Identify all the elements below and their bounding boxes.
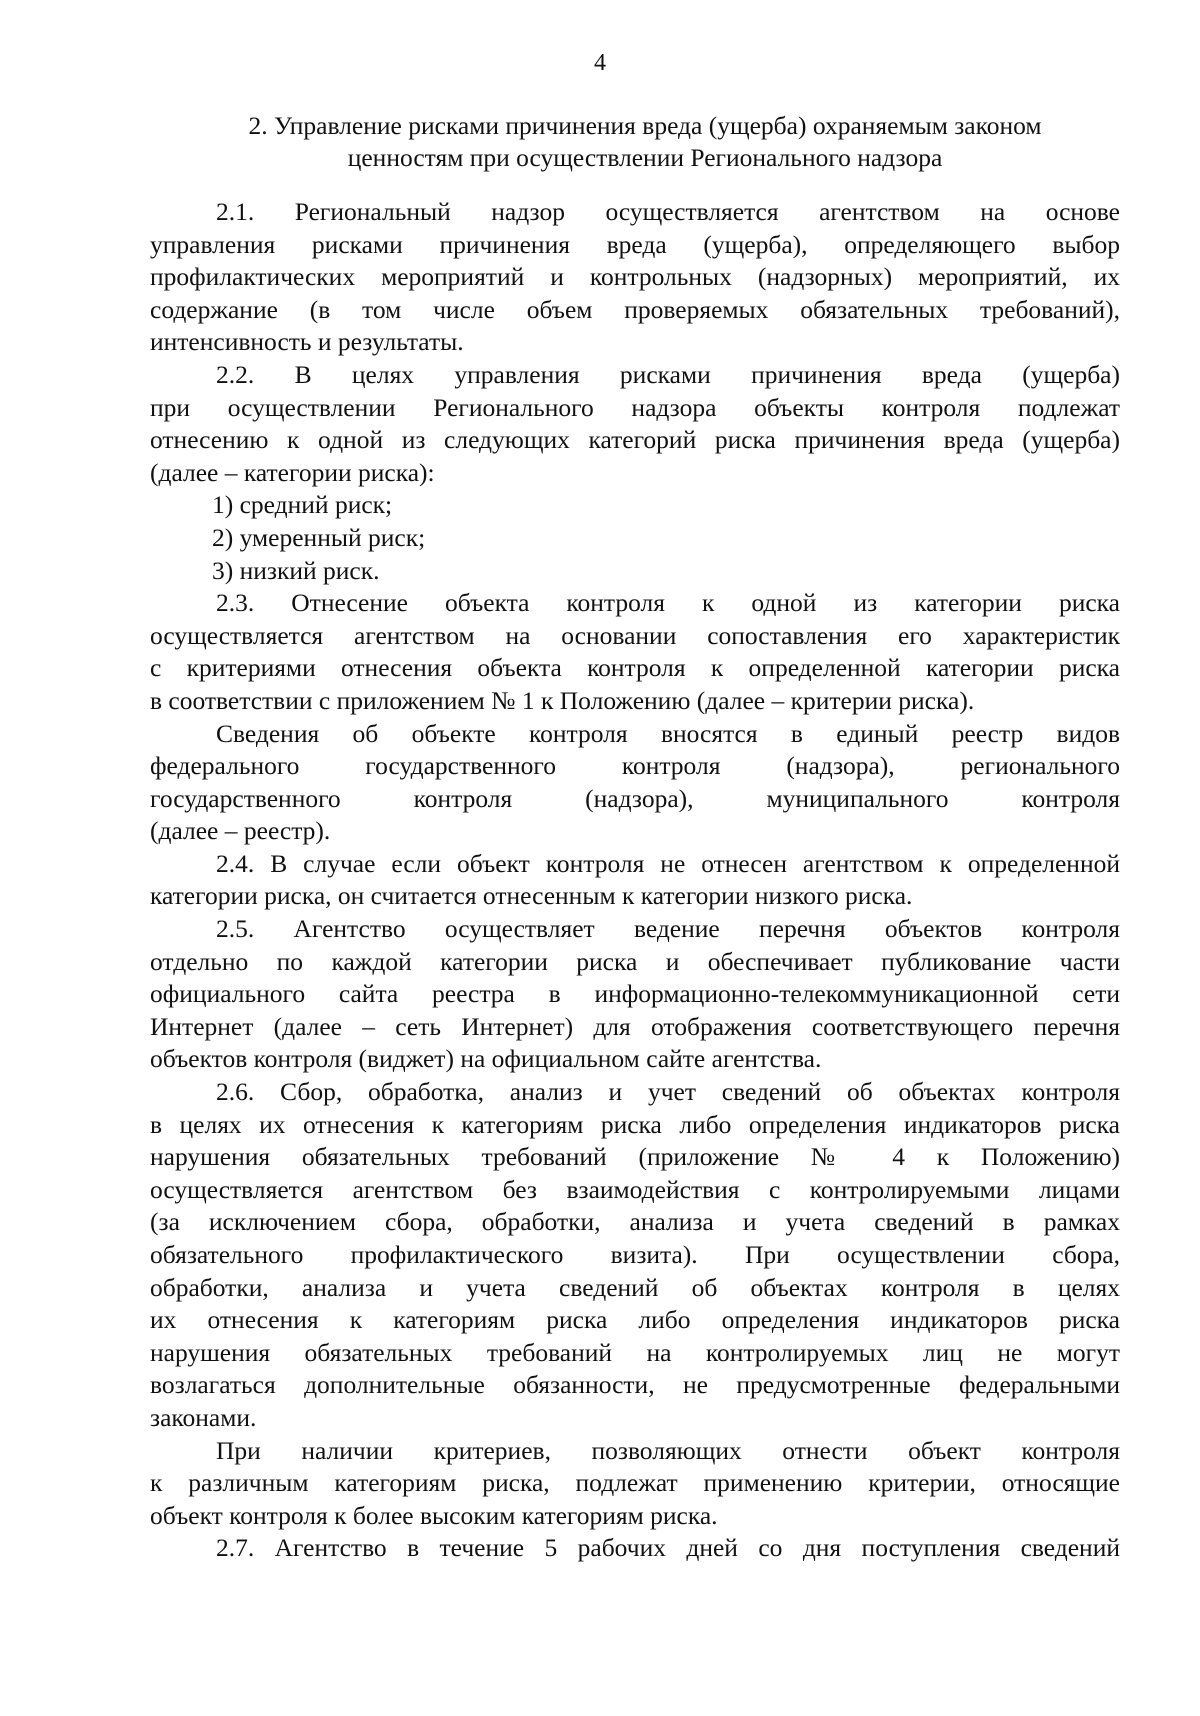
- text-line: объектов контроля (виджет) на официальном сайте агентства.: [150, 1044, 822, 1074]
- text-line: федерального государственного контроля (надзора), регионального: [150, 751, 1120, 781]
- page-number: 4: [594, 50, 606, 76]
- text-line: нарушения обязательных требований на контролируемых лиц не могут: [150, 1337, 1120, 1367]
- text-line: 2.6. Сбор, обработка, анализ и учет сведений об объектах контроля: [216, 1077, 1120, 1107]
- text-line: их отнесения к категориям риска либо определения индикаторов риска: [150, 1305, 1120, 1335]
- section-heading: [170, 110, 1120, 174]
- text-line: 2.1. Региональный надзор осуществляется агентством на основе: [216, 197, 1120, 226]
- text-line: объект контроля к более высоким категориям риска.: [150, 1500, 718, 1530]
- text-line: осуществляется агентством на основании сопоставления его характеристик: [150, 620, 1120, 650]
- text-line: профилактических мероприятий и контрольных (надзорных) мероприятий, их: [150, 262, 1120, 292]
- text-line: (далее – реестр).: [150, 816, 331, 846]
- text-line: возлагаться дополнительные обязанности, не предусмотренные федеральными: [150, 1370, 1120, 1400]
- text-line: 2.4. В случае если объект контроля не отнесен агентством к определенной: [216, 848, 1120, 878]
- text-line: Сведения об объекте контроля вносятся в единый реестр видов: [216, 718, 1120, 748]
- text-line: При наличии критериев, позволяющих отнести объект контроля: [216, 1435, 1120, 1465]
- text-line: 2.7. Агентство в течение 5 рабочих дней со дня поступления сведений: [216, 1533, 1120, 1563]
- text-line: осуществляется агентством без взаимодействия с контролируемыми лицами: [150, 1174, 1120, 1204]
- text-line: официального сайта реестра в информационно-телекоммуникационной сети: [150, 979, 1120, 1009]
- text-line: с критериями отнесения объекта контроля к определенной категории риска: [150, 653, 1120, 683]
- text-line: управления рисками причинения вреда (ущерба), определяющего выбор: [150, 229, 1120, 259]
- text-line: нарушения обязательных требований (приложение № 4 к Положению): [150, 1142, 1120, 1172]
- list-item: 3) низкий риск.: [212, 555, 380, 585]
- text-line: в целях их отнесения к категориям риска либо определения индикаторов риска: [150, 1109, 1120, 1139]
- text-line: при осуществлении Регионального надзора объекты контроля подлежат: [150, 392, 1120, 422]
- text-line: в соответствии с приложением № 1 к Положению (далее – критерии риска).: [150, 685, 975, 715]
- text-line: отнесению к одной из следующих категорий риска причинения вреда (ущерба): [150, 425, 1120, 455]
- text-line: Интернет (далее – сеть Интернет) для отображения соответствующего перечня: [150, 1011, 1120, 1041]
- list-item: 1) средний риск;: [212, 490, 393, 520]
- text-line: 2.5. Агентство осуществляет ведение перечня объектов контроля: [216, 914, 1120, 944]
- text-line: содержание (в том числе объем проверяемых обязательных требований),: [150, 294, 1120, 324]
- text-line: государственного контроля (надзора), муниципального контроля: [150, 783, 1120, 813]
- text-line: 2.2. В целях управления рисками причинения вреда (ущерба): [216, 359, 1120, 389]
- text-line: отдельно по каждой категории риска и обеспечивает публикование части: [150, 946, 1120, 976]
- list-item: 2) умеренный риск;: [212, 522, 426, 552]
- text-line: к различным категориям риска, подлежат применению критерии, относящие: [150, 1468, 1120, 1498]
- section-heading-line: ценностям при осуществлении Регионального надзора: [347, 143, 943, 172]
- text-line: (за исключением сбора, обработки, анализа и учета сведений в рамках: [150, 1207, 1120, 1237]
- text-line: (далее – категории риска):: [150, 457, 435, 487]
- section-heading-line: 2. Управление рисками причинения вреда (ущерба) охраняемым законом: [248, 111, 1042, 140]
- text-line: 2.3. Отнесение объекта контроля к одной из категории риска: [216, 588, 1120, 618]
- text-line: категории риска, он считается отнесенным к категории низкого риска.: [150, 881, 913, 911]
- text-line: законами.: [150, 1402, 257, 1432]
- document-body: [150, 196, 1120, 1565]
- text-line: обработки, анализа и учета сведений об объектах контроля в целях: [150, 1272, 1120, 1302]
- text-line: обязательного профилактического визита). При осуществлении сбора,: [150, 1240, 1120, 1269]
- text-line: интенсивность и результаты.: [150, 327, 464, 357]
